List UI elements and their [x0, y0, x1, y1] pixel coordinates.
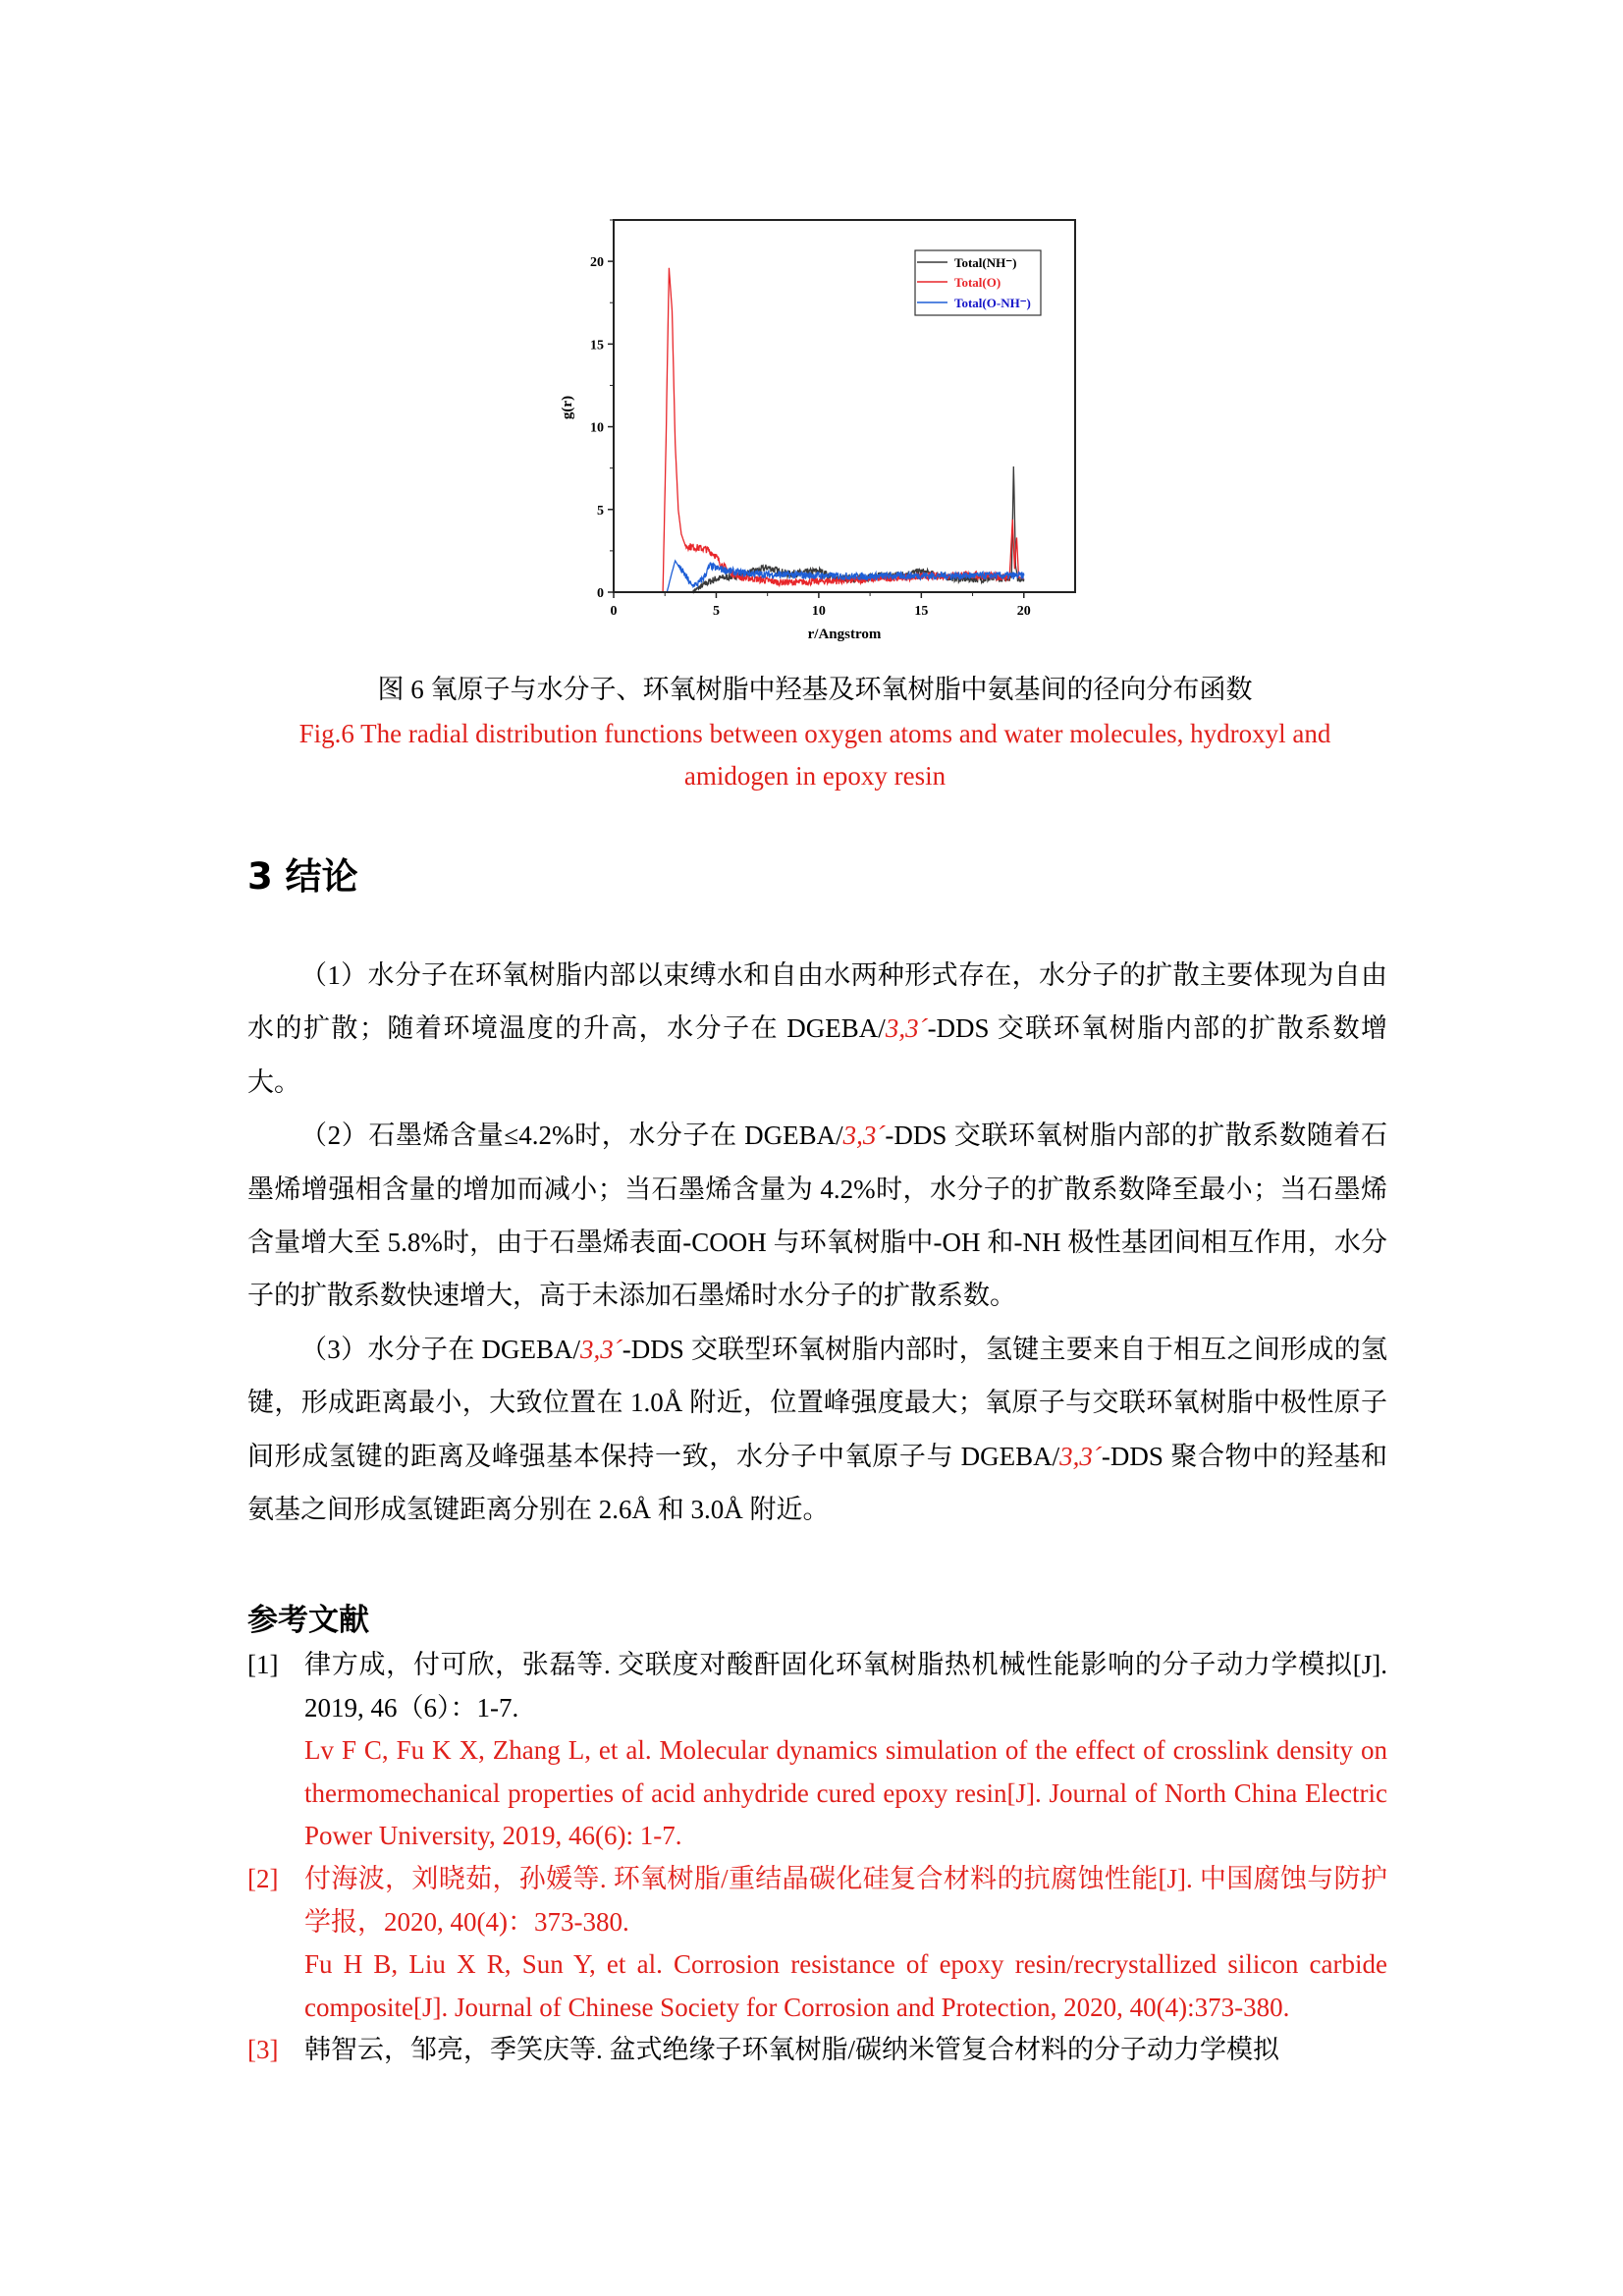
section-heading: 3 结论: [247, 855, 358, 898]
reference-zh: 律方成，付可欣，张磊等. 交联度对酸酐固化环氧树脂热机械性能影响的分子动力学模拟[J]. 2019, 46（6）：1-7.: [304, 1650, 1387, 1722]
series-line-o-nh: [614, 561, 1024, 592]
references-heading: 参考文献: [247, 1603, 369, 1638]
legend-label-nh: Total(NH⁻): [954, 255, 1017, 270]
figure-caption-en-line2: amidogen in epoxy resin: [683, 761, 947, 791]
y-tick-label: 5: [597, 503, 604, 519]
plot-lines: [614, 268, 1024, 592]
figure-caption-zh: 图 6 氧原子与水分子、环氧树脂中羟基及环氧树脂中氨基间的径向分布函数: [377, 675, 1253, 704]
reference-number: [3]: [247, 2035, 279, 2065]
y-tick-label: 15: [590, 338, 604, 354]
reference-zh: 付海波，刘晓茹，孙媛等. 环氧树脂/重结晶碳化硅复合材料的抗腐蚀性能[J]. 中国腐蚀与防护学报，2020, 40(4)：373-380.: [304, 1863, 1387, 1937]
conclusion-paragraph-1: [247, 949, 1387, 1109]
reference-zh: 韩智云，邹亮，季笑庆等. 盆式绝缘子环氧树脂/碳纳米管复合材料的分子动力学模拟: [304, 2035, 1279, 2065]
legend: [915, 250, 1041, 315]
text: -DDS 聚合物中的羟基和氨基之间形成氢键距离分别在 2.6Å 和 3.0Å 附近。: [247, 1441, 1387, 1525]
figure-caption-en-line1: Fig.6 The radial distribution functions between oxygen atoms and water molecules, hydroxyl and: [298, 719, 1331, 748]
x-tick-label: 15: [914, 604, 929, 619]
compound-isomer: 3,3´: [885, 1013, 928, 1044]
reference-en: Fu H B, Liu X R, Sun Y, et al. Corrosion resistance of epoxy resin/recrystallized silicon carbide composite[J]. Journal of Chinese Society for Corrosion and Protection, 2020, 40(4):373-380.: [304, 1949, 1387, 2022]
x-tick-label: 5: [712, 604, 720, 619]
text: -DDS 交联环氧树脂内部的扩散系数增大。: [247, 1013, 1388, 1097]
reference-number: [1]: [247, 1650, 279, 1679]
series-line-o: [614, 268, 1024, 592]
text: -DDS 交联型环氧树脂内部时，氢键主要来自于相互之间形成的氢键，形成距离最小，大致位置在 1.0Å 附近，位置峰强度最大；氧原子与交联环氧树脂中极性原子间形成氢键的距离及峰强基本保持一致，水分子中氧原子与 DGEBA/: [247, 1334, 1387, 1471]
y-axis-label: g(r): [560, 395, 575, 420]
conclusion-body: [247, 949, 1387, 1536]
y-tick-label: 10: [590, 420, 604, 436]
reference-number: [2]: [247, 1863, 279, 1893]
legend-label-o: Total(O): [954, 275, 1001, 290]
text: -DDS 交联环氧树脂内部的扩散系数随着石墨烯增强相含量的增加而减小；当石墨烯含量为 4.2%时，水分子的扩散系数降至最小；当石墨烯含量增大至 5.8%时，由于石墨烯表面-COOH 与环氧树脂中-OH 和-NH 极性基团间相互作用，水分子的扩散系数快速增大，高于未添加石墨烯时水分子的扩散系数。: [247, 1121, 1387, 1311]
compound-isomer: 3,3´: [580, 1334, 622, 1364]
reference-item: [247, 1858, 1387, 2029]
x-tick-label: 20: [1016, 604, 1031, 619]
legend-label-onh: Total(O-NH⁻): [954, 296, 1031, 310]
y-tick-label: 20: [590, 255, 604, 271]
rdf-chart: [550, 206, 1100, 658]
reference-item: [247, 1644, 1387, 1858]
compound-isomer: 3,3´: [842, 1121, 886, 1151]
compound-isomer: 3,3´: [1059, 1441, 1102, 1471]
x-tick-label: 10: [811, 604, 826, 619]
x-axis-label: r/Angstrom: [807, 627, 882, 642]
text: （2）石墨烯含量≤4.2%时，水分子在 DGEBA/: [300, 1121, 843, 1151]
reference-list: [247, 1644, 1387, 2072]
conclusion-paragraph-3: [247, 1323, 1387, 1537]
y-tick-label: 0: [597, 586, 604, 601]
reference-en: Lv F C, Fu K X, Zhang L, et al. Molecular dynamics simulation of the effect of crosslink density on thermomechanical properties of acid anhydride cured epoxy resin[J]. Journal of North China Electric Power University, 2019, 46(6): 1-7.: [304, 1735, 1387, 1851]
x-tick-label: 0: [610, 604, 618, 619]
reference-item: [247, 2029, 1387, 2072]
text: （1）水分子在环氧树脂内部以束缚水和自由水两种形式存在，水分子的扩散主要体现为自由水的扩散；随着环境温度的升高，水分子在 DGEBA/: [247, 960, 1387, 1044]
text: （3）水分子在 DGEBA/: [300, 1334, 581, 1364]
conclusion-paragraph-2: [247, 1109, 1387, 1323]
